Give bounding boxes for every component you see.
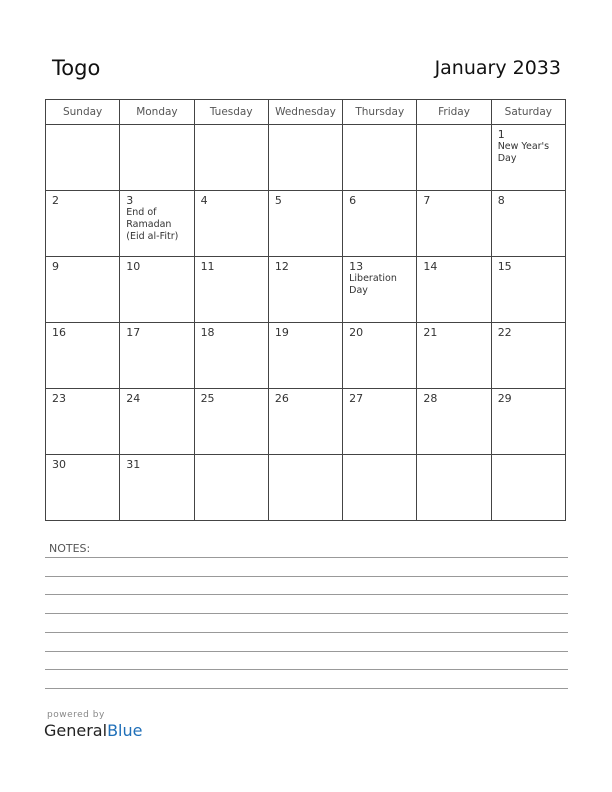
note-line [45, 594, 568, 595]
calendar-day-cell [268, 257, 342, 323]
note-line [45, 669, 568, 670]
calendar-day-cell [343, 455, 417, 521]
calendar-week-row [46, 125, 566, 191]
day-number: 8 [497, 194, 505, 207]
country-title: Togo [52, 56, 101, 80]
powered-by-text: powered by [47, 710, 105, 720]
generalblue-logo [44, 721, 142, 740]
day-number: 30 [52, 458, 66, 471]
calendar-day-cell [46, 455, 120, 521]
calendar-day-cell [491, 191, 565, 257]
holiday-label: New Year's Day [497, 141, 550, 164]
note-line [45, 688, 568, 689]
calendar-day-cell [120, 389, 194, 455]
calendar-day-cell [120, 323, 194, 389]
calendar-day-cell [194, 389, 268, 455]
calendar-day-cell [417, 455, 491, 521]
calendar-day-cell [194, 257, 268, 323]
calendar-day-cell [343, 389, 417, 455]
day-number: 4 [200, 194, 208, 207]
holiday-label: Liberation Day [349, 273, 397, 296]
calendar-day-cell [194, 455, 268, 521]
day-number: 27 [349, 392, 364, 405]
day-number: 11 [200, 260, 215, 273]
day-number: 29 [497, 392, 512, 405]
calendar-day-cell [417, 125, 491, 191]
calendar-day-cell [417, 389, 491, 455]
day-number: 16 [52, 326, 66, 339]
calendar-day-cell [268, 191, 342, 257]
day-number: 7 [423, 194, 431, 207]
day-number: 6 [349, 194, 357, 207]
calendar-grid [45, 99, 566, 521]
calendar-day-cell [491, 323, 565, 389]
calendar-day-cell [491, 389, 565, 455]
day-number: 24 [126, 392, 141, 405]
day-number: 2 [52, 194, 59, 207]
calendar-day-cell [120, 257, 194, 323]
day-number: 18 [200, 326, 215, 339]
day-number: 15 [497, 260, 512, 273]
weekday-saturday: Saturday [491, 100, 565, 125]
calendar-day-cell [46, 257, 120, 323]
day-number: 9 [52, 260, 59, 273]
day-number: 22 [497, 326, 512, 339]
calendar-day-cell [194, 323, 268, 389]
calendar-day-cell [417, 257, 491, 323]
day-number: 26 [274, 392, 289, 405]
weekday-thursday: Thursday [343, 100, 417, 125]
note-line [45, 613, 568, 614]
holiday-label: End of Ramadan (Eid al-Fitr) [126, 207, 179, 242]
calendar-day-cell [343, 191, 417, 257]
calendar-day-cell [491, 125, 565, 191]
day-number: 13 [349, 260, 364, 273]
note-line [45, 632, 568, 633]
day-number: 20 [349, 326, 364, 339]
calendar-day-cell [46, 323, 120, 389]
notes-label: NOTES: [49, 542, 91, 555]
calendar-day-cell [268, 323, 342, 389]
calendar-day-cell [268, 125, 342, 191]
day-number: 3 [126, 194, 134, 207]
day-number: 25 [200, 392, 215, 405]
calendar-day-cell [120, 455, 194, 521]
note-line [45, 576, 568, 577]
calendar-day-cell [417, 191, 491, 257]
calendar-day-cell [194, 191, 268, 257]
calendar-week-row [46, 191, 566, 257]
weekday-sunday: Sunday [46, 100, 120, 125]
month-title: January 2033 [434, 57, 561, 79]
day-number: 28 [423, 392, 438, 405]
calendar-day-cell [46, 125, 120, 191]
calendar-day-cell [491, 257, 565, 323]
calendar-day-cell [417, 323, 491, 389]
day-number: 19 [274, 326, 289, 339]
day-number: 12 [274, 260, 289, 273]
calendar-week-row [46, 389, 566, 455]
weekday-friday: Friday [417, 100, 491, 125]
calendar-week-row [46, 323, 566, 389]
day-number: 23 [52, 392, 66, 405]
note-line [45, 557, 568, 558]
weekday-monday: Monday [120, 100, 194, 125]
calendar-day-cell [120, 125, 194, 191]
calendar-day-cell [343, 257, 417, 323]
calendar-day-cell [343, 125, 417, 191]
brand-general: General [44, 721, 108, 740]
weekday-wednesday: Wednesday [268, 100, 342, 125]
calendar-day-cell [46, 389, 120, 455]
day-number: 17 [126, 326, 141, 339]
weekday-tuesday: Tuesday [194, 100, 268, 125]
calendar-day-cell [194, 125, 268, 191]
calendar-day-cell [343, 323, 417, 389]
day-number: 1 [497, 128, 505, 141]
note-line [45, 651, 568, 652]
day-number: 21 [423, 326, 438, 339]
calendar-week-row [46, 455, 566, 521]
day-number: 14 [423, 260, 438, 273]
calendar-day-cell [268, 455, 342, 521]
calendar-day-cell [491, 455, 565, 521]
calendar-week-row [46, 257, 566, 323]
calendar-day-cell [46, 191, 120, 257]
weekday-header-row [46, 100, 566, 125]
brand-blue: Blue [107, 721, 143, 740]
day-number: 31 [126, 458, 141, 471]
calendar-day-cell [120, 191, 194, 257]
day-number: 5 [274, 194, 282, 207]
day-number: 10 [126, 260, 141, 273]
calendar-day-cell [268, 389, 342, 455]
